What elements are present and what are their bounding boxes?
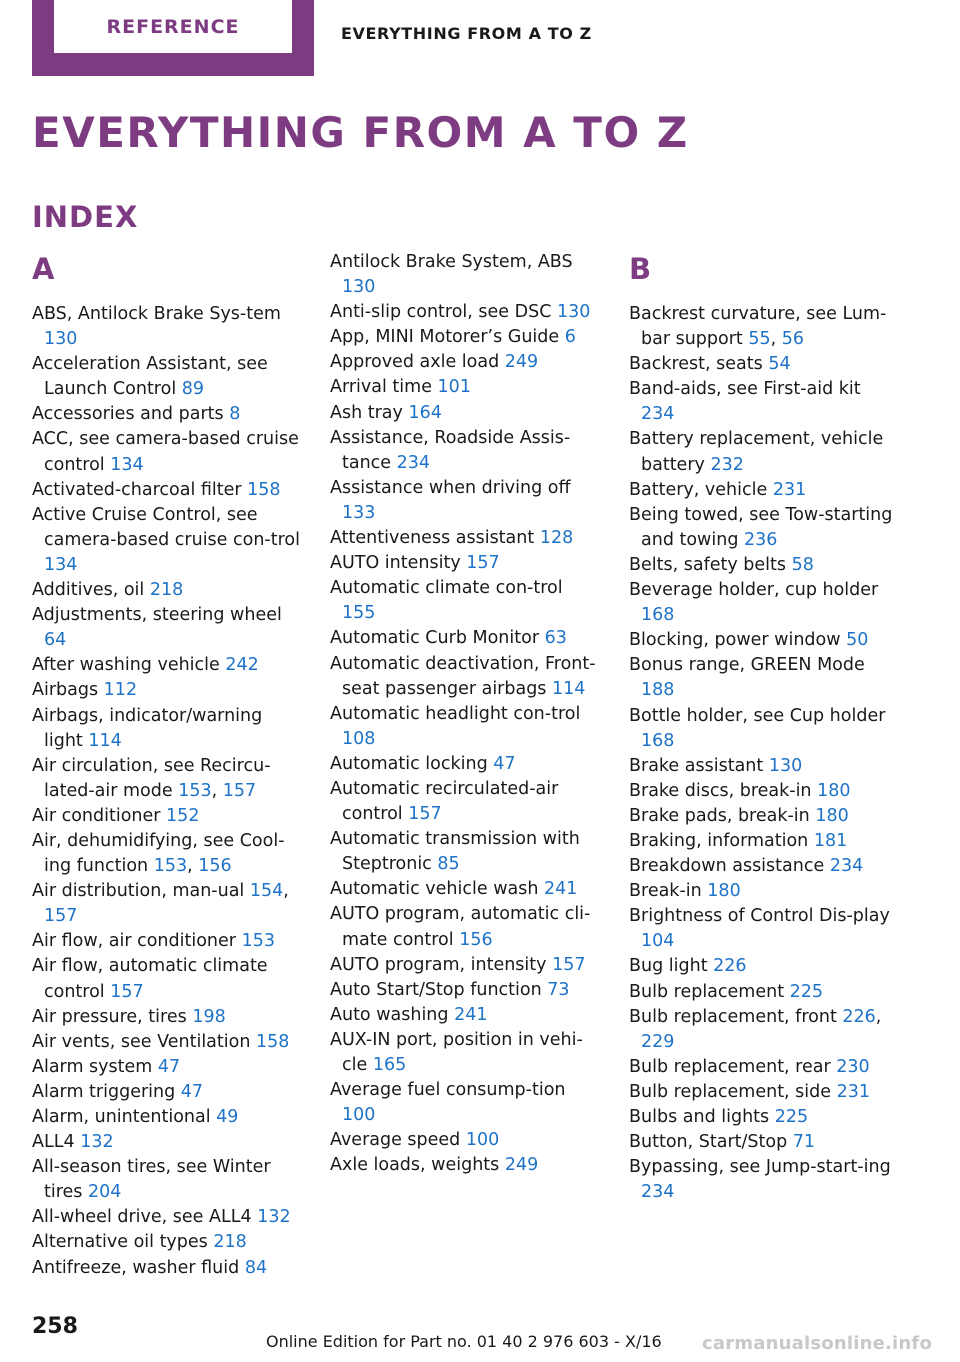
page-link[interactable]: 63 [544,628,567,649]
page-link[interactable]: 218 [213,1232,247,1253]
page-link[interactable]: 241 [544,879,578,900]
index-entry [330,551,600,576]
index-entry-text: Bug light [629,956,708,977]
index-entry [32,1256,302,1281]
index-entry [330,325,600,350]
index-entry [629,478,899,503]
index-entry [629,377,899,427]
page-link[interactable]: 133 [342,502,376,523]
index-entry-text: Bonus range, GREEN Mode [629,655,865,676]
index-entry-text: Automatic recirculated-air control [330,778,559,825]
index-entry-text: Automatic transmission with Steptronic [330,829,580,875]
page-link[interactable]: 168 [641,605,675,626]
page-link[interactable]: 157 [466,553,500,574]
index-entry [330,250,600,300]
index-entry-text: Accessories and parts [32,404,224,425]
page-link[interactable]: 73 [547,979,570,1000]
index-entry: Air circulation, see Recircu-lated-air mode 153, 157 [32,755,271,801]
page-link[interactable]: 157 [408,804,442,825]
index-entry [32,1030,302,1055]
page-link[interactable]: 180 [817,780,851,801]
page-link[interactable]: 85 [437,854,460,875]
index-entry-text: Anti-slip control, see DSC [330,302,552,323]
page-link[interactable]: 234 [641,1182,675,1203]
index-entry-text: Automatic locking [330,753,488,774]
index-entry-text: Bulbs and lights [629,1107,770,1127]
index-entry-text: Battery replacement, vehicle battery [629,429,884,475]
index-entry [629,829,899,854]
index-entry-text: Automatic Curb Monitor [330,628,540,649]
index-entry-text: Alarm system [32,1056,153,1077]
page-link[interactable]: 114 [88,730,122,751]
index-entry-text: Alarm triggering [32,1081,176,1102]
page-link[interactable]: 168 [641,730,675,751]
page-link[interactable]: 154 [249,881,284,902]
index-entry [330,401,600,426]
index-entry [32,503,302,578]
reference-tab [32,0,314,76]
index-entry-text: Brake discs, break-in [629,780,812,801]
index-entry-text: Activated-charcoal filter [32,479,242,500]
index-entry-text: Bulb replacement, front [629,1006,837,1027]
page-link[interactable]: 89 [181,379,205,400]
index-entry-text: Airbags, indicator/warning light [32,705,263,751]
page-link[interactable]: 108 [342,728,376,749]
index-entry [32,1230,302,1255]
index-entry [330,350,600,375]
index-entry [629,704,899,754]
index-column-2 [330,250,600,1178]
index-entry-text: Belts, safety belts [629,554,787,575]
index-entry [330,752,600,777]
index-entry [32,954,302,1004]
page-link[interactable]: 242 [225,655,259,676]
reference-tab-label: REFERENCE [54,0,292,53]
page-link[interactable]: 132 [257,1207,291,1228]
index-entry [32,1205,302,1230]
page-link[interactable]: 64 [44,630,67,651]
page-link[interactable]: 158 [256,1031,290,1052]
index-entry [330,978,600,1003]
index-entry-text: Air conditioner [32,805,161,826]
index-entry-text: Ash tray [330,402,403,423]
index-entry [330,953,600,978]
page-link[interactable]: 204 [88,1182,122,1203]
index-entry [32,653,302,678]
index-entry-text: Blocking, power window [629,630,841,651]
index-entry [32,1105,302,1130]
index-entry-text: Auto washing [330,1004,449,1025]
page-link[interactable]: 130 [557,302,591,323]
index-entry [32,704,302,754]
index-column-1 [32,250,302,1281]
page-link[interactable]: 128 [539,528,574,549]
index-entry-text: Auto Start/Stop function [330,979,542,1000]
index-entry-text: Attentiveness assistant [330,528,535,549]
page-link[interactable]: 156 [198,856,232,877]
page-link[interactable]: 47 [493,753,516,774]
page-link[interactable]: 47 [157,1056,181,1077]
index-entry-text: AUTO program, automatic cli-mate control [330,904,591,950]
page-link[interactable]: 188 [641,680,675,701]
page-link[interactable]: 241 [454,1004,488,1025]
page-link[interactable]: 225 [789,981,824,1002]
index-entry [629,1105,899,1130]
page-link[interactable]: 8 [229,404,241,425]
page-link[interactable]: 130 [44,329,78,350]
index-entry-text: Bulb replacement, side [629,1081,832,1102]
index-entry [32,302,302,352]
page-link[interactable]: 50 [846,630,869,651]
index-entry-text: Adjustments, steering wheel [32,605,282,626]
index-entry-text: Being towed, see Tow-starting and towing [629,504,893,550]
index-entry [32,804,302,829]
index-entry-text: ABS, Antilock Brake Sys-tem [32,304,281,324]
page-link[interactable]: 101 [437,377,471,398]
index-entry [629,553,899,578]
page-link[interactable]: 236 [744,529,778,550]
index-entry-text: ALL4 [32,1132,75,1153]
index-entry-text: AUX-IN port, position in vehi-cle [330,1029,583,1075]
page-link[interactable]: 58 [791,554,814,575]
index-entry: Backrest curvature, see Lum-bar support 55, 56 [629,304,887,350]
page-link[interactable]: 232 [710,454,744,475]
page-link[interactable]: 130 [342,277,376,298]
index-entry-text: Bulb replacement [629,981,785,1002]
index-entry [629,854,899,879]
index-entry-text: Average fuel consump-tion [330,1080,566,1101]
index-entry [32,478,302,503]
index-entry [330,375,600,400]
page-link[interactable]: 230 [836,1056,870,1077]
index-entry-text: Bypassing, see Jump-start-ing [629,1157,891,1178]
index-entry [32,678,302,703]
page-link[interactable]: 130 [768,755,803,776]
page-link[interactable]: 226 [842,1006,876,1027]
index-entry-text: App, MINI Motorer’s Guide [330,327,560,348]
footer-edition: Online Edition for Part no. 01 40 2 976 603 - X/16 [266,1332,662,1351]
index-entry-text: Break-in [629,881,702,902]
index-entry [629,1080,899,1105]
index-entry-text: Button, Start/Stop [629,1132,788,1153]
index-entry [32,578,302,603]
page-link[interactable]: 104 [641,931,675,952]
page-link[interactable]: 114 [552,678,586,699]
page-link[interactable]: 234 [641,404,675,425]
page-link[interactable]: 225 [774,1107,809,1127]
index-entry-text: All-wheel drive, see ALL4 [32,1207,252,1228]
page-link[interactable]: 180 [815,805,849,826]
index-entry-text: Airbags [32,680,99,701]
index-entry [330,300,600,325]
index-entry-text: Air flow, air conditioner [32,931,236,952]
index-entry [330,902,600,952]
index-entry-text: Beverage holder, cup holder [629,580,879,601]
index-entry [330,652,600,702]
index-entry [330,1128,600,1153]
index-entry-text: ACC, see camera-based cruise control [32,429,299,475]
index-column-3 [629,250,899,1205]
page-link[interactable]: 155 [342,603,376,624]
page-link[interactable]: 153 [153,856,188,877]
page-link[interactable]: 231 [772,479,807,500]
page-link[interactable]: 234 [829,856,864,877]
page-link[interactable]: 47 [180,1081,204,1102]
page-link[interactable]: 55 [748,329,771,350]
index-entry-text: Band-aids, see First-aid kit [629,379,861,400]
watermark-site: carmanualsonline.info [702,1333,933,1354]
page-link[interactable]: 71 [792,1132,816,1153]
index-entry-text: Antilock Brake System, ABS [330,252,573,272]
index-entry-text: Air, dehumidifying, see Cool-ing function [32,830,285,877]
index-entry-text: Braking, information [629,830,809,851]
index-entry [32,427,302,477]
index-entry [629,352,899,377]
index-entry [629,503,899,553]
index-entry: Air, dehumidifying, see Cool-ing function 153, 156 [32,830,285,877]
index-entry [330,626,600,651]
page-link[interactable]: 198 [192,1006,226,1027]
index-entry [32,1055,302,1080]
index-entry [330,426,600,476]
page-link[interactable]: 84 [244,1257,268,1278]
page-title: EVERYTHING FROM A TO Z [32,108,689,157]
index-title: INDEX [32,200,139,234]
page-link[interactable]: 56 [781,329,805,350]
page-link[interactable]: 157 [552,954,586,975]
page-link[interactable]: 100 [342,1105,376,1126]
index-entry [330,702,600,752]
page-link[interactable]: 234 [396,452,431,473]
index-entry-text: Antifreeze, washer fluid [32,1257,240,1278]
page-link[interactable]: 49 [216,1107,239,1127]
index-entry [629,804,899,829]
index-entry [629,1155,899,1205]
page-link[interactable]: 165 [372,1055,407,1075]
index-entry-text: Automatic headlight con-trol [330,703,581,724]
index-entry [330,1153,600,1178]
index-entry [629,904,899,954]
page-link[interactable]: 226 [713,956,747,977]
index-entry [629,1130,899,1155]
index-entry-text: After washing vehicle [32,655,220,676]
index-entry-text: Bottle holder, see Cup holder [629,705,886,726]
index-entry [32,929,302,954]
index-entry-text: Alarm, unintentional [32,1107,211,1127]
page-link[interactable]: 6 [564,327,576,348]
index-letter-heading: A [32,252,55,286]
index-entry-text: Air vents, see Ventilation [32,1031,251,1052]
page-link[interactable]: 100 [465,1130,500,1151]
index-entry-text: Arrival time [330,377,432,398]
index-entry-text: Bulb replacement, rear [629,1056,831,1077]
page-link[interactable]: 157 [110,981,144,1002]
index-entry [629,980,899,1005]
page-link[interactable]: 218 [149,580,184,601]
index-entry-text: Additives, oil [32,580,145,601]
index-entry [330,877,600,902]
index-entry-text: Active Cruise Control, see camera-based cruise con-trol [32,504,300,550]
index-entry-text: Average speed [330,1130,461,1151]
page-link[interactable]: 229 [641,1031,675,1052]
index-entry [629,1055,899,1080]
index-entry-text: Air distribution, man-ual [32,881,245,902]
page-link[interactable]: 153 [241,931,275,952]
index-entry-text: Breakdown assistance [629,856,825,877]
index-entry: Air distribution, man-ual 154, 157 [32,881,289,927]
index-entry-text: Automatic climate con-trol [330,578,563,599]
index-entry-text: All-season tires, see Winter tires [32,1157,271,1203]
index-entry: Bulb replacement, front 226, 229 [629,1006,882,1052]
index-entry [330,576,600,626]
index-entry [330,1003,600,1028]
index-entry-text: Brightness of Control Dis-play [629,906,890,927]
index-entry [330,827,600,877]
page-link[interactable]: 152 [166,805,200,826]
page-link[interactable]: 132 [80,1132,114,1153]
page-link[interactable]: 249 [504,352,539,373]
index-entry-text: Air flow, automatic climate control [32,956,268,1002]
index-entry-text: Air circulation, see Recircu-lated-air mode [32,755,271,801]
page-link[interactable]: 153 [178,780,212,801]
header-section-title: EVERYTHING FROM A TO Z [341,24,592,43]
index-entry [32,1130,302,1155]
index-entry-text: Assistance, Roadside Assis-tance [330,427,571,473]
index-entry [629,954,899,979]
page-link[interactable]: 134 [44,554,78,575]
index-entry [330,1078,600,1128]
index-entry-text: Backrest curvature, see Lum-bar support [629,304,887,350]
index-entry-text: Approved axle load [330,352,500,373]
index-entry [32,603,302,653]
index-entry-text: Acceleration Assistant, see Launch Control [32,354,268,400]
index-entry [629,779,899,804]
index-entry [629,754,899,779]
index-entry-text: Backrest, seats [629,354,763,375]
index-letter-heading: B [629,252,652,286]
page-number: 258 [32,1314,78,1339]
index-entry [32,1080,302,1105]
index-entry [32,1155,302,1205]
index-entry [330,1028,600,1078]
index-entry-text: AUTO intensity [330,553,461,574]
index-entry-text: Automatic vehicle wash [330,879,539,900]
page-link[interactable]: 158 [247,479,281,500]
page-link[interactable]: 134 [110,454,144,475]
index-entry-text: Battery, vehicle [629,479,768,500]
index-entry [330,777,600,827]
page-link[interactable]: 249 [504,1155,539,1176]
page-link[interactable]: 54 [768,354,791,375]
index-entry [330,476,600,526]
page-link[interactable]: 164 [408,402,442,423]
index-entry-text: Brake assistant [629,755,764,776]
index-entry [629,653,899,703]
page-link[interactable]: 157 [222,780,257,801]
index-entry-text: Alternative oil types [32,1232,208,1253]
page-link[interactable]: 112 [103,680,138,701]
index-entry-text: AUTO program, intensity [330,954,547,975]
index-entry-text: Brake pads, break-in [629,805,810,826]
index-entry [629,628,899,653]
page-link[interactable]: 180 [707,881,741,902]
index-entry [32,402,302,427]
index-entry-text: Axle loads, weights [330,1155,500,1176]
page-link[interactable]: 157 [44,906,78,927]
index-entry-text: Assistance when driving off [330,477,571,498]
index-entry [629,879,899,904]
index-entry [32,1005,302,1030]
index-entry [629,578,899,628]
index-entry-text: Automatic deactivation, Front-seat passenger airbags [330,653,596,699]
index-entry [629,427,899,477]
index-entry [330,526,600,551]
page-link[interactable]: 231 [836,1081,871,1102]
index-entry-text: Air pressure, tires [32,1006,187,1027]
page-link[interactable]: 181 [813,830,848,851]
page-link[interactable]: 156 [459,929,493,950]
index-entry [32,352,302,402]
